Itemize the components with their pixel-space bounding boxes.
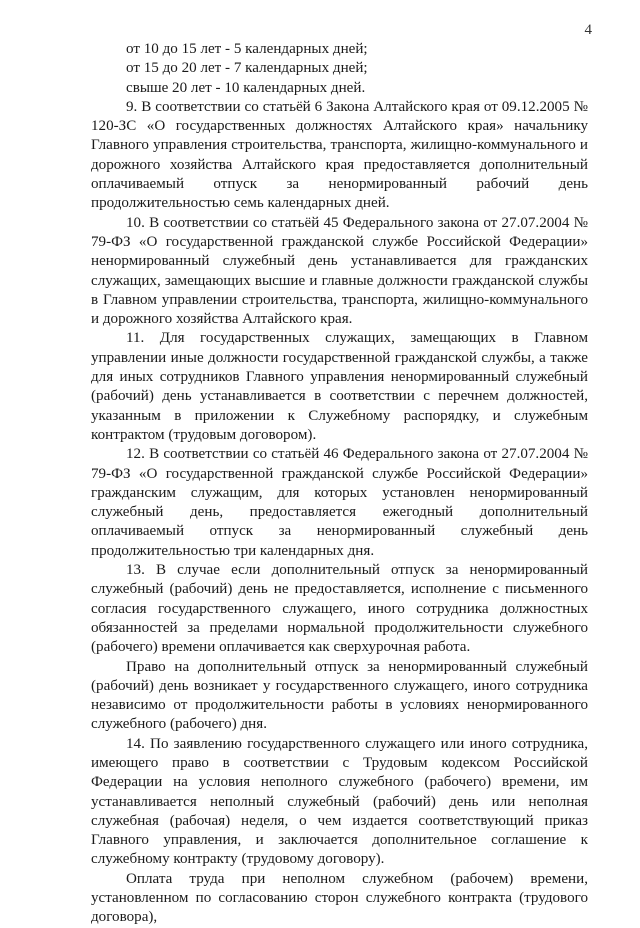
leave-list-line: от 10 до 15 лет - 5 календарных дней; [126,41,368,57]
paragraph-14: 14. По заявлению государственного служащего или иного сотрудника, имеющего право в соответствии с Трудовым кодексом Российской Федерации на условия неполного служебного (рабочего) времени, им устанавливается неполный служебный (рабочий) день или неполная служебная (рабочая) неделя, о чем издается соответствующий приказ Главного управления, и заключается дополнительное соглашение к служебному контракту (трудовому договору). [91,735,588,868]
paragraph-11: 11. Для государственных служащих, замещающих в Главном управлении иные должности государственной гражданской службы, а также для иных сотрудников Главного управления ненормированный служебный (рабочий) день устанавливается в соответствии с перечнем должностей, указанным в приложении к Служебному распорядку, и служебным контрактом (трудовым договором). [91,330,588,443]
paragraph-9: 9. В соответствии со статьёй 6 Закона Алтайского края от 09.12.2005 № 120-ЗС «О государственных должностях Алтайского края» начальнику Главного управления строительства, транспорта, жилищно-коммунального и дорожного хозяйства Алтайского края предоставляется дополнительный оплачиваемый отпуск за ненормированный рабочий день продолжительностью семь календарных дней. [91,98,588,212]
paragraph-right-to-leave: Право на дополнительный отпуск за ненормированный служебный (рабочий) день возникает у государственного служащего, иного сотрудника независимо от продолжительности работы в условиях ненормированного служебного (рабочего) дня. [91,658,588,733]
paragraph-part-time-pay: Оплата труда при неполном служебном (рабочем) времени, установленном по согласованию сторон служебного контракта (трудового договора), [91,870,588,926]
paragraph-10: 10. В соответствии со статьёй 45 Федерального закона от 27.07.2004 № 79-ФЗ «О государственной гражданской службе Российской Федерации» ненормированный служебный день устанавливается для гражданских служащих, замещающих высшие и главные должности гражданской службы в Главном управлении строительства, транспорта, жилищно-коммунального и дорожного хозяйства Алтайского края. [91,214,588,328]
leave-list-line: свыше 20 лет - 10 календарных дней. [126,79,366,96]
paragraph-12: 12. В соответствии со статьёй 46 Федерального закона от 27.07.2004 № 79-ФЗ «О государственной гражданской службе Российской Федерации» гражданским служащим, для которых установлен ненормированный служебный день, предоставляется ежегодный дополнительный оплачиваемый отпуск за ненормированный служебный день продолжительностью три календарных дня. [91,446,588,559]
document-body [91,40,588,928]
leave-list-line: от 15 до 20 лет - 7 календарных дней; [126,60,368,77]
page-number: 4 [584,22,592,38]
paragraph-13: 13. В случае если дополнительный отпуск за ненормированный служебный (рабочий) день не предоставляется, исполнение с письменного согласия государственного служащего, иного сотрудника должностных обязанностей за пределами нормальной продолжительности служебного (рабочего) времени оплачивается как сверхурочная работа. [91,562,588,656]
